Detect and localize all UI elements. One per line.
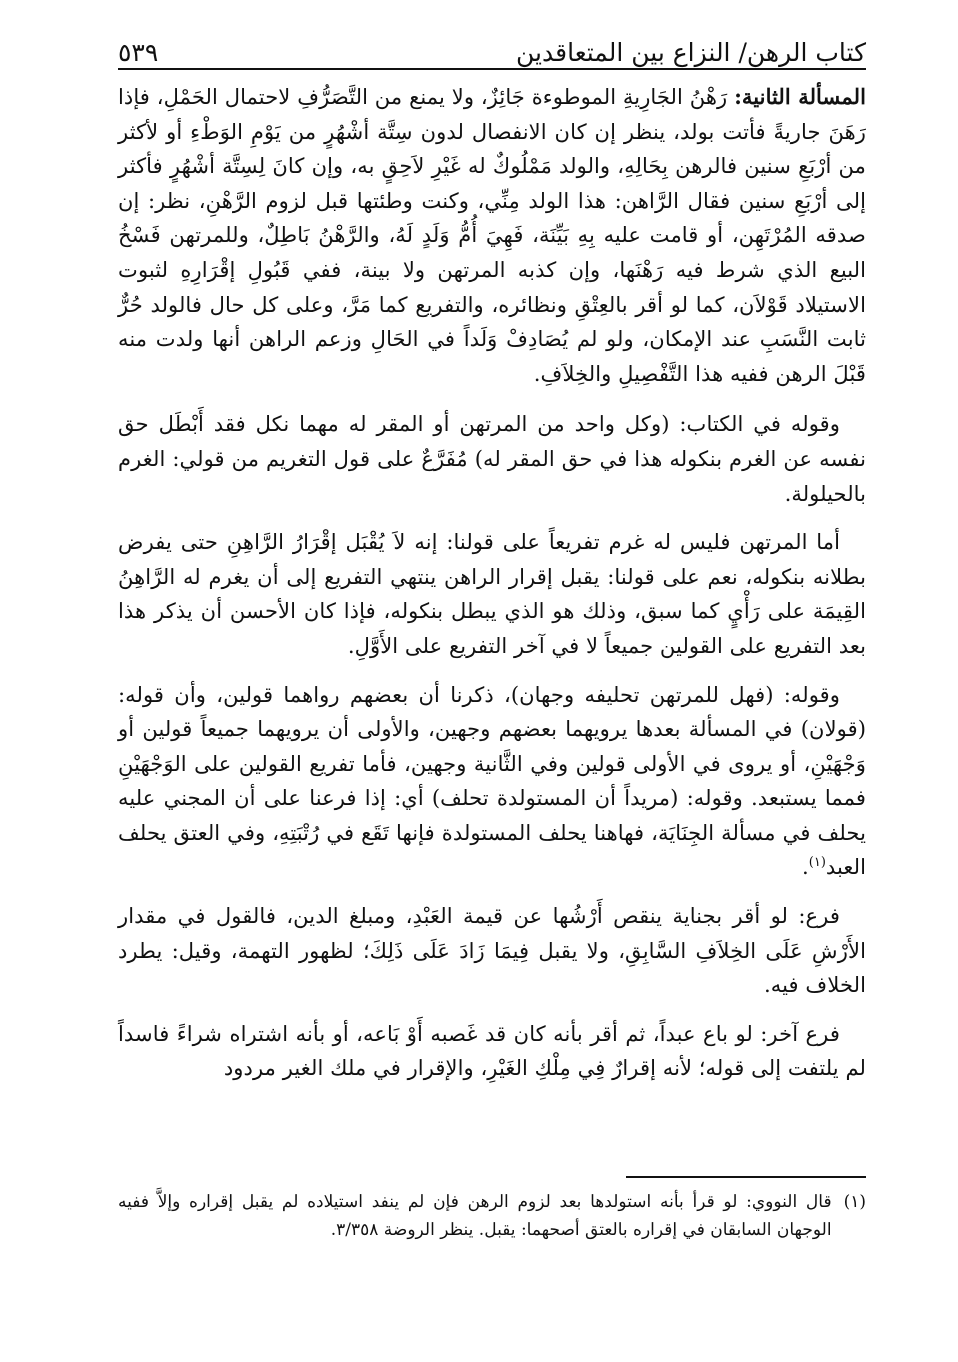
paragraph-3: أما المرتهن فليس له غرم تفريعاً على قولنا: إنه لاَ يُقْبَل إقْرَارُ الرَّاهِنِ حتى يفرض بطلانه بنكوله، نعم على قولنا: يقبل إقرار الراهن ينتهي التفريع إلى أن يغرم له الرَّاهِنُ القِيمَة على رَأْيٍ كما سبق، وذلك هو الذي يبطل بنكوله، فإذا كان الأحسن أن يذكر هذا بعد التفريع على القولين جميعاً لا في آخر التفريع على الأَوَّلِ.: [118, 529, 866, 658]
header-rule: [118, 68, 866, 70]
footnote-text: قال النووي: لو قرأ بأنه استولدها بعد لزوم الرهن فإن لم ينفد استيلاده لم يقبل إقراره وإلاَّ ففيه الوجهان السابقان في إقراره بالعتق أصحهما: يقبل. ينظر الروضة ٣/٣٥٨.: [118, 1192, 832, 1240]
paragraph-6: فرع آخر: لو باع عبداً، ثم أقر بأنه كان قد غَصبه أَوْ بَاعه، أو بأنه اشتراه شراءً فاسداً لم يلتفت إلى قوله؛ لأنه إقرارٌ فِي مِلْكِ الغَيْرِ، والإقرار في ملك الغير مردود: [118, 1020, 866, 1081]
page-number: ٥٣٩: [118, 38, 159, 67]
paragraph-5: فرع: لو أقر بجناية ينقص أَرْشُها عن قيمة العَبْدِ، ومبلغ الدين، فالقول في مقدار الأَرْشِ عَلَى الخِلاَفِ السَّابِقِ، ولا يقبل فِيمَا زَادَ عَلَى ذَلِكَ؛ لظهور التهمة، وقيل: يطرد الخلاف فيه.: [118, 903, 866, 998]
section-heading: المسألة الثانية:: [734, 84, 866, 109]
footnote-marker: (١): [808, 855, 826, 871]
paragraph-1-text: رَهْنُ الجَارِيةِ الموطوءة جَائِزٌ، ولا يمنع من التَّصَرُّفِ لاحتمال الحَمْلِ، فإذا رَهَنَ جاريةً فأتت بولد، ينظر إن كان الانفصال لدون سِتَّة أشْهُرٍ من يَوْمِ الوَطْءِ أو لأكثر من أرْبَعِ سنين فالرهن بِحَالِهِ، والولد مَمْلُوكٌ له غَيْرِ لاَحِقٍ به، وإن كانَ لِسِتَّة أشْهُرٍ فأكثر إلى أرْبَعِ سنين فقال الرَّاهن: هذا الولد مِنِّي، وكنت وطئتها قبل لزوم الرَّهْنِ، نظر: إن صدقه المُرْتَهِن، أو قامت عليه بِهِ بَيِّنَة، فَهِيَ أُمُّ وَلَدٍ لَهُ، والرَّهْنُ بَاطِلٌ، وللمرتهن فَسْخُ البيع الذي شرط فيه رَهْنَها، وإن كذبه المرتهن ولا بينة، ففي قَبُولِ إقْرَارِهِ لثبوت الاستيلاد قَوْلاَن، كما لو أقر بالعِتْقِ ونظائره، والتفريع كما مَرَّ، وعلى كل حال فالولد حُرٌّ ثابت النَّسَبِ عند الإمكان، ولو لم يُصَادِفْ وَلَداً في الحَالِ وزعم الراهن أنها ولدت منه قَبْلَ الرهن ففيه هذا التَّفْصِيلِ والخِلاَفِ.: [118, 84, 866, 386]
paragraph-4-text: وقوله: (فهل للمرتهن تحليفه وجهان)، ذكرنا أن بعضهم رواهما قولين، وأن قوله: (قولان) في المسألة بعدها يرويهما بعضهم وجهين، والأولى أن يرويهما جميعاً قولين أو وَجْهَيْنِ، أو يروى في الأولى قولين وفي الثَّانية وجهين، فأما تفريع القولين على الوَجْهَيْنِ فمما يستبعد. وقوله: (مريداً أن المستولدة تحلف) أي: إذا فرعنا على أن المجني عليه يحلف في مسألة الجِنَايَة، فهاهنا يحلف المستولدة فإنها تَقَع في رُتْبَتِهِ، وفي العتق يحلف العبد: [118, 681, 866, 880]
footnote-rule: [626, 1176, 866, 1178]
paragraph-4: [118, 678, 866, 886]
page-header: [118, 28, 866, 68]
main-text: [118, 80, 866, 1100]
running-title: كتاب الرهن/ النزاع بين المتعاقدين: [516, 38, 866, 67]
paragraph-2: وقوله في الكتاب: (وكل واحد من المرتهن أو المقر له مهما نكل فقد أَبْطَل حق نفسه عن الغرم بنكوله هذا في حق المقر له) مُفَرَّعٌ على قول التغريم من قولي: الغرم بالحيلولة.: [118, 411, 866, 506]
footnote-number: (١): [843, 1192, 866, 1212]
paragraph-4-end: .: [802, 854, 809, 880]
paragraph-1: [118, 80, 866, 391]
footnote: [118, 1188, 866, 1244]
